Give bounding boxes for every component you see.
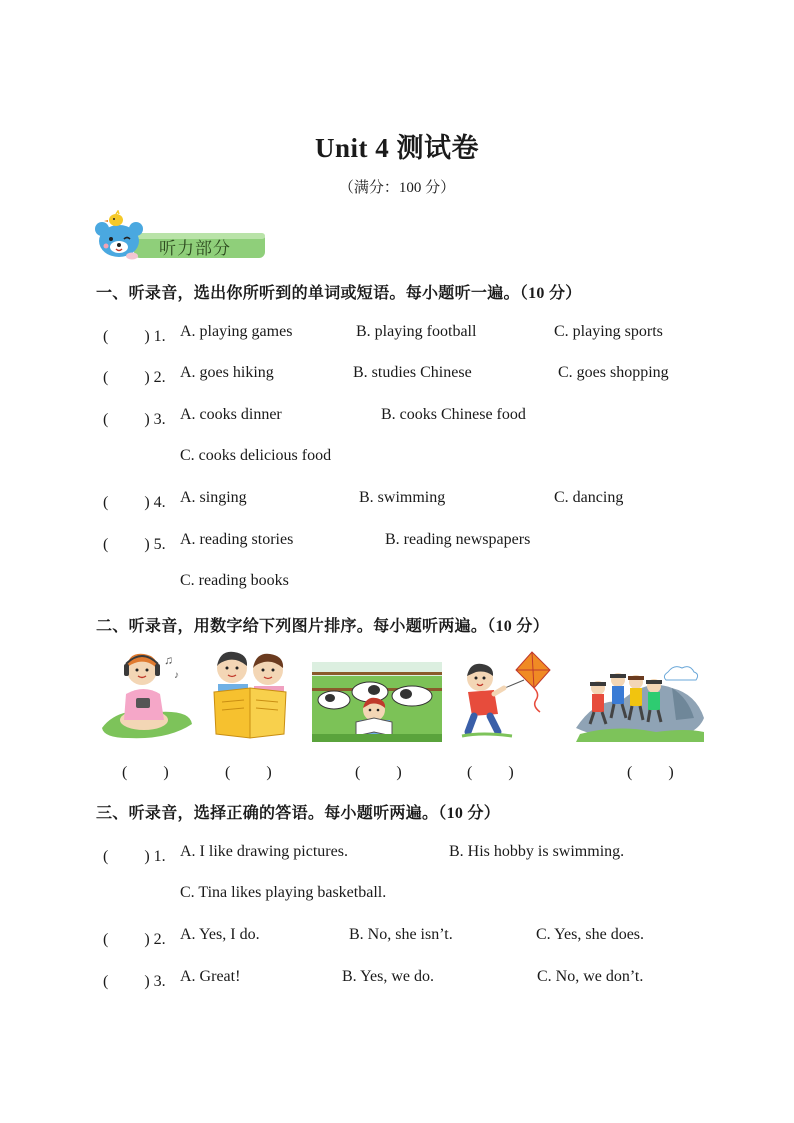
- picture-5-answer-blank[interactable]: ( ): [627, 764, 674, 781]
- picture-4-answer-blank[interactable]: ( ): [467, 764, 514, 781]
- picture-2-answer-blank[interactable]: ( ): [225, 764, 272, 781]
- option-c: C. dancing: [554, 489, 624, 506]
- answer-blank[interactable]: ( ) 4.: [103, 494, 166, 511]
- answer-blank[interactable]: ( ) 3.: [103, 973, 166, 990]
- option-a: A. reading stories: [180, 531, 294, 548]
- option-b: B. studies Chinese: [353, 364, 472, 381]
- svg-text:♪: ♪: [174, 670, 179, 681]
- option-a: A. playing games: [180, 323, 293, 340]
- section-1-heading: 一、听录音，选出你所听到的单词或短语。每小题听一遍。（10 分）: [96, 285, 582, 302]
- picture-girl-listening-music: [98, 648, 194, 740]
- option-a: A. Yes, I do.: [180, 926, 260, 943]
- listening-section-badge: [94, 210, 269, 260]
- picture-3-answer-blank[interactable]: ( ): [355, 764, 402, 781]
- full-score-note: （满分：100 分）: [338, 180, 456, 196]
- answer-blank[interactable]: ( ) 1.: [103, 328, 166, 345]
- picture-children-hiking: [576, 658, 706, 742]
- option-c: C. cooks delicious food: [180, 447, 332, 464]
- page-title: Unit 4 测试卷: [314, 133, 479, 163]
- answer-blank[interactable]: ( ) 5.: [103, 536, 166, 553]
- option-c: C. reading books: [180, 572, 289, 589]
- option-a: A. I like drawing pictures.: [180, 843, 348, 860]
- answer-blank[interactable]: ( ) 1.: [103, 848, 166, 865]
- badge-label: 听力部分: [159, 239, 231, 259]
- picture-boy-flying-kite: [454, 648, 564, 740]
- option-b: B. His hobby is swimming.: [449, 843, 625, 860]
- answer-blank[interactable]: ( ) 3.: [103, 411, 166, 428]
- option-c: C. No, we don’t.: [537, 968, 644, 985]
- option-c: C. playing sports: [554, 323, 663, 340]
- option-b: B. cooks Chinese food: [381, 406, 526, 423]
- option-b: B. playing football: [356, 323, 477, 340]
- answer-blank[interactable]: ( ) 2.: [103, 931, 166, 948]
- svg-text:♫: ♫: [164, 653, 173, 667]
- picture-1-answer-blank[interactable]: ( ): [122, 764, 169, 781]
- option-a: A. goes hiking: [180, 364, 274, 381]
- option-b: B. reading newspapers: [385, 531, 531, 548]
- option-b: B. Yes, we do.: [342, 968, 435, 985]
- section-2-heading: 二、听录音，用数字给下列图片排序。每小题听两遍。（10 分）: [96, 618, 550, 635]
- picture-boys-reading-book: [208, 648, 292, 740]
- option-c: C. goes shopping: [558, 364, 669, 381]
- option-a: A. cooks dinner: [180, 406, 282, 423]
- option-c: C. Yes, she does.: [536, 926, 645, 943]
- option-b: B. No, she isn’t.: [349, 926, 453, 943]
- option-a: A. Great!: [180, 968, 241, 985]
- option-c: C. Tina likes playing basketball.: [180, 884, 387, 901]
- answer-blank[interactable]: ( ) 2.: [103, 369, 166, 386]
- section-3-heading: 三、听录音，选择正确的答语。每小题听两遍。（10 分）: [96, 805, 501, 822]
- option-b: B. swimming: [359, 489, 446, 506]
- picture-boy-reading-with-cows: [312, 662, 442, 742]
- option-a: A. singing: [180, 489, 247, 506]
